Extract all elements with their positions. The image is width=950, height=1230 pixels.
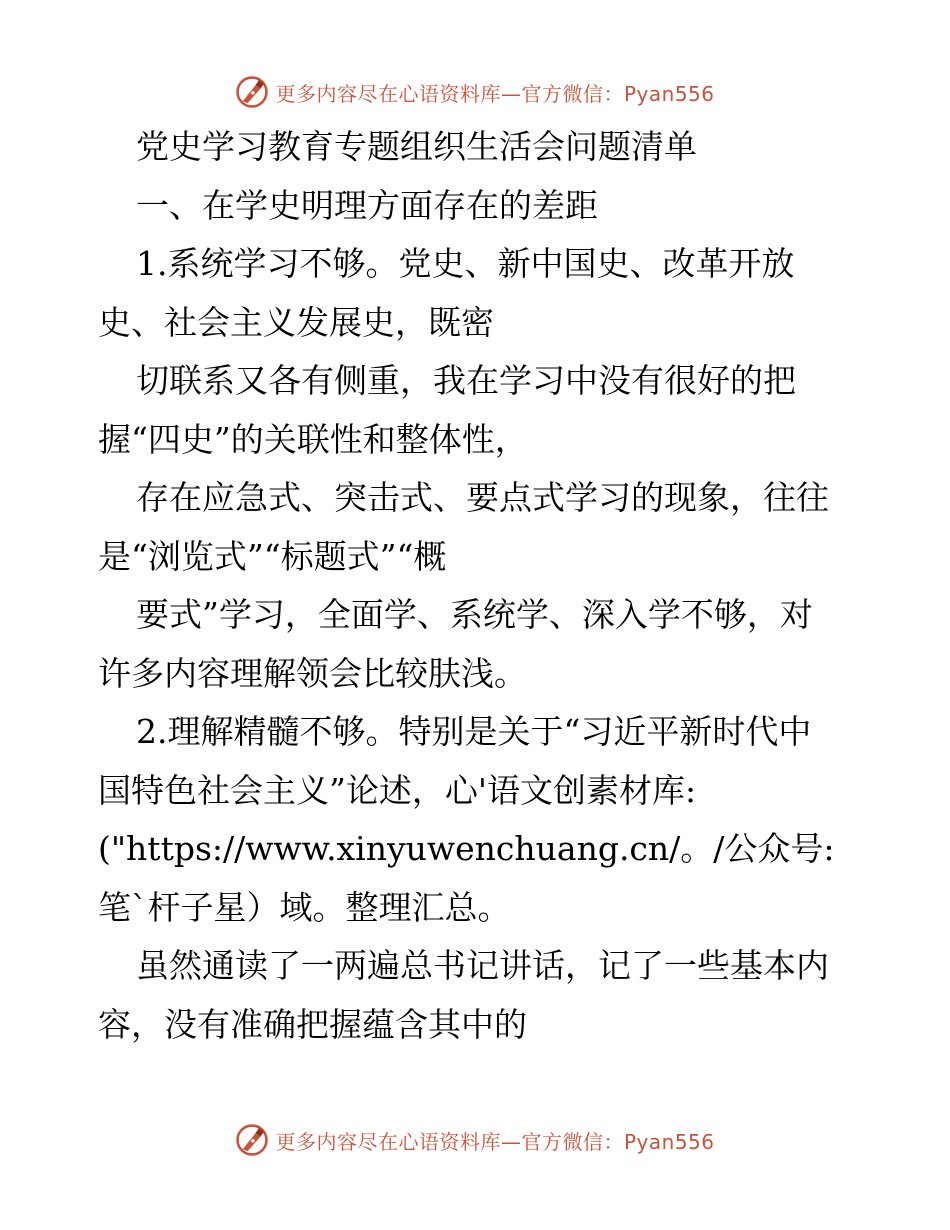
document-body — [98, 118, 858, 1054]
watermark-text — [275, 78, 714, 107]
paragraph-line: 许多内容理解领会比较肤浅。 — [98, 653, 527, 693]
watermark-text — [275, 1126, 714, 1155]
watermark-label: 更多内容尽在心语资料库—官方微信： — [275, 81, 624, 106]
paragraph-line: 2.理解精髓不够。特别是关于“习近平新时代中 — [136, 712, 812, 751]
paragraph-line: 切联系又各有侧重，我在学习中没有很好的把 — [136, 361, 796, 400]
document-title: 党史学习教育专题组织生活会问题清单 — [136, 127, 697, 166]
paragraph-line: 存在应急式、突击式、要点式学习的现象，往往 — [136, 478, 829, 517]
pen-nib-logo-icon — [235, 75, 269, 109]
watermark-label: 更多内容尽在心语资料库—官方微信： — [275, 1129, 624, 1154]
section-heading: 一、在学史明理方面存在的差距 — [136, 185, 598, 225]
paragraph-line: 握“四史”的关联性和整体性， — [98, 419, 528, 459]
paragraph-line: 1.系统学习不够。党史、新中国史、改革开放 — [136, 244, 795, 283]
paragraph-line: 史、社会主义发展史，既密 — [98, 302, 494, 342]
paragraph-line: 国特色社会主义”论述，心'语文创素材库: — [98, 770, 697, 810]
paragraph-line: 是“浏览式”“标题式”“概 — [98, 536, 447, 576]
watermark-wechat-id: Pyan556 — [623, 1129, 715, 1154]
paragraph-line: 容，没有准确把握蕴含其中的 — [98, 1004, 527, 1044]
pen-nib-logo-icon — [235, 1123, 269, 1157]
paragraph-line: ("https://www.xinyuwenchuang.cn/。/公众号: — [98, 829, 835, 868]
paragraph-line: 要式”学习，全面学、系统学、深入学不够，对 — [136, 595, 813, 634]
paragraph-line: 笔`杆子星）域。整理汇总。 — [98, 887, 511, 927]
paragraph-line: 虽然通读了一两遍总书记讲话，记了一些基本内 — [136, 946, 829, 985]
watermark-wechat-id: Pyan556 — [623, 81, 715, 106]
header-watermark — [0, 72, 950, 112]
footer-watermark — [0, 1120, 950, 1160]
